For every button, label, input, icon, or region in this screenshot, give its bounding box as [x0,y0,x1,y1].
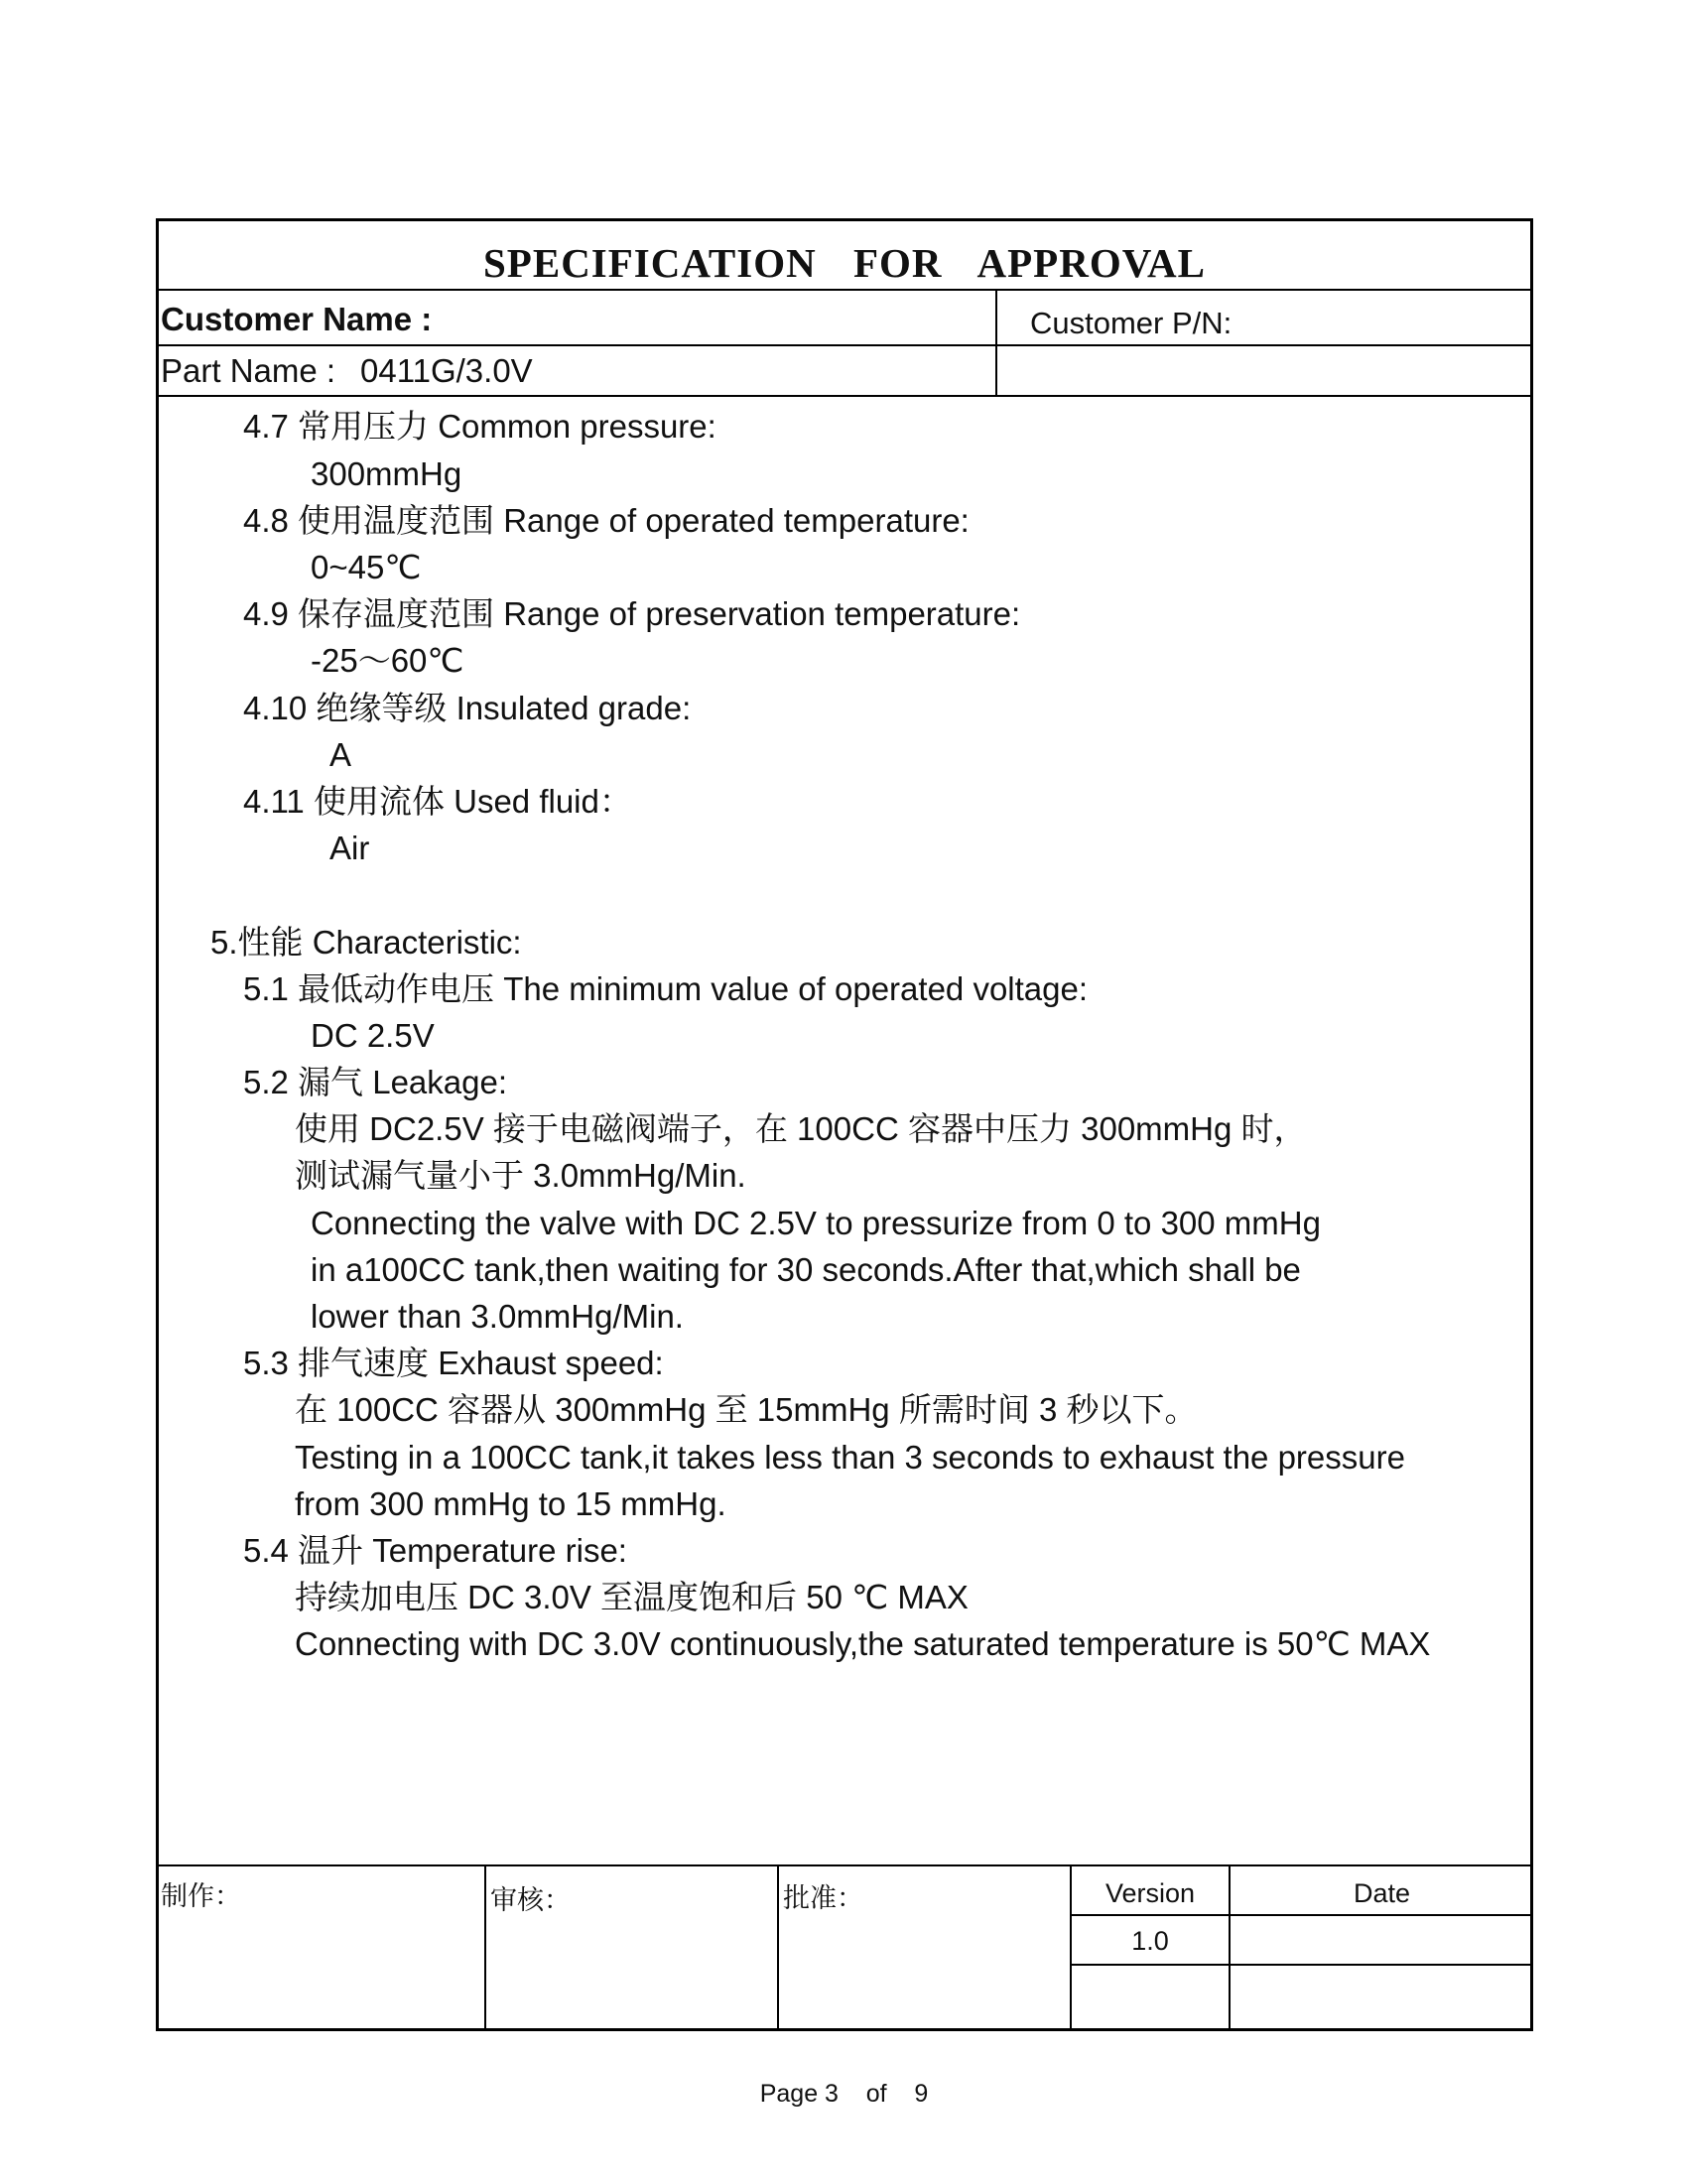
divider [1070,1964,1533,1966]
divider [777,1864,779,2031]
spec-line: Air [329,830,370,866]
spec-line: 5.2 漏气 Leakage: [243,1064,507,1100]
spec-line: 4.8 使用温度范围 Range of operated temperature: [243,502,970,539]
spec-line: Connecting with DC 3.0V continuously,the saturated temperature is 50℃ MAX [295,1625,1431,1662]
spec-line: 持续加电压 DC 3.0V 至温度饱和后 50 ℃ MAX [295,1579,969,1615]
spec-line: 4.7 常用压力 Common pressure: [243,408,716,445]
spec-form [156,218,1533,2031]
spec-line: 4.11 使用流体 Used fluid： [243,783,632,820]
spec-line: 300mmHg [311,455,462,492]
spec-line: DC 2.5V [311,1017,435,1054]
spec-line: A [329,736,352,773]
spec-line: 5.3 排气速度 Exhaust speed: [243,1345,664,1381]
divider [1070,1914,1533,1916]
date-label: Date [1353,1878,1411,1908]
divider [484,1864,486,2031]
customer-name-label: Customer Name : [161,301,433,337]
spec-line: Connecting the valve with DC 2.5V to pressurize from 0 to 300 mmHg [311,1205,1321,1241]
page-title: SPECIFICATION FOR APPROVAL [483,240,1206,286]
spec-line: 4.10 绝缘等级 Insulated grade: [243,690,692,726]
approve-label: 批准： [783,1883,863,1913]
spec-line: 5.4 温升 Temperature rise: [243,1532,627,1569]
spec-line: 使用 DC2.5V 接于电磁阀端子，在 100CC 容器中压力 300mmHg 时， [295,1110,1307,1147]
divider [159,1864,1530,1866]
spec-line: from 300 mmHg to 15 mmHg. [295,1485,726,1522]
page-number: Page 3 of 9 [759,2080,929,2108]
spec-line: 测试漏气量小于 3.0mmHg/Min. [295,1157,746,1194]
spec-line: 在 100CC 容器从 300mmHg 至 15mmHg 所需时间 3 秒以下。 [295,1391,1198,1428]
divider [995,289,997,395]
version-label: Version [1104,1878,1196,1908]
section-heading: 5.性能 Characteristic: [210,924,522,961]
divider [159,289,1530,291]
version-value: 1.0 [1131,1926,1169,1956]
spec-line: 4.9 保存温度范围 Range of preservation temperature: [243,595,1021,632]
divider [159,395,1530,397]
divider [159,344,1530,346]
spec-line: Testing in a 100CC tank,it takes less than 3 seconds to exhaust the pressure [295,1439,1405,1476]
spec-line: in a100CC tank,then waiting for 30 seconds.After that,which shall be [311,1251,1301,1288]
spec-line: -25～60℃ [311,642,464,679]
spec-line: lower than 3.0mmHg/Min. [311,1298,684,1335]
made-by-label: 制作： [161,1881,241,1911]
part-name-label: Part Name : [161,352,336,389]
spec-line: 0~45℃ [311,549,422,585]
spec-line: 5.1 最低动作电压 The minimum value of operated voltage: [243,970,1089,1007]
review-label: 审核： [490,1885,571,1915]
customer-pn-label: Customer P/N: [1030,306,1233,340]
part-name-value: 0411G/3.0V [360,352,533,389]
